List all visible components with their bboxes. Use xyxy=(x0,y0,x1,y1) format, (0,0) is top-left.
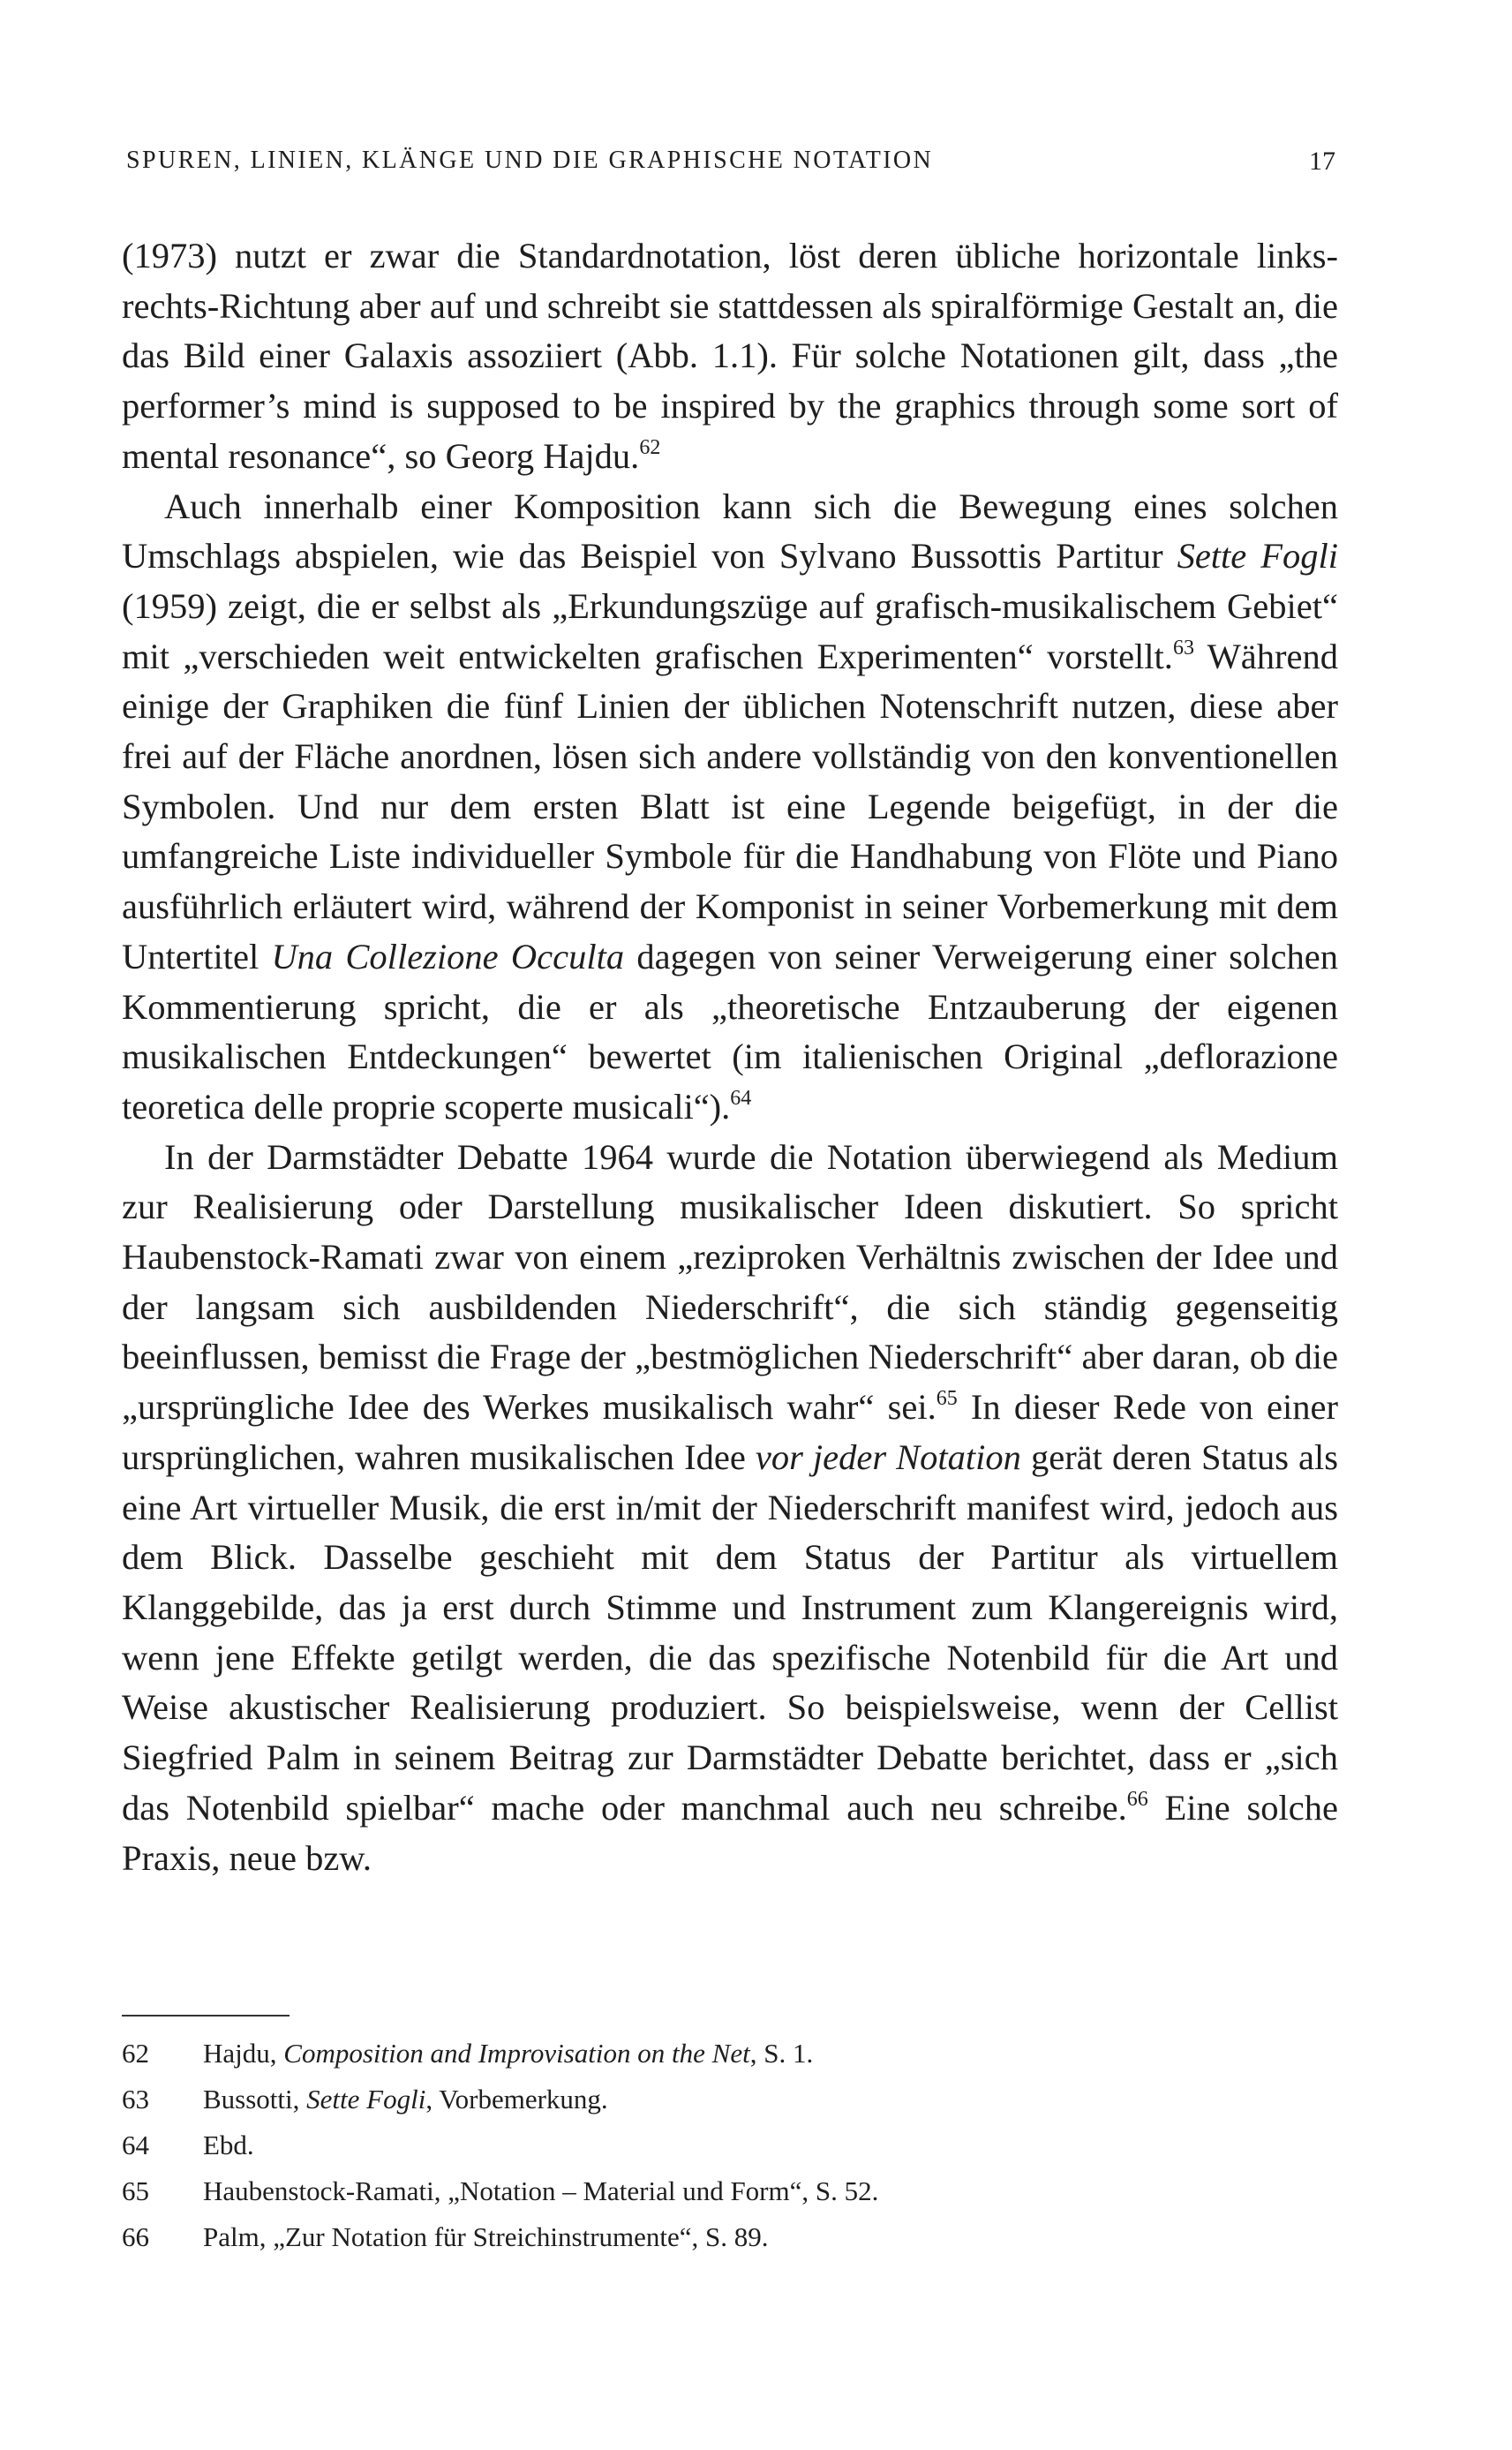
footnote-number: 63 xyxy=(122,2084,149,2115)
footnote-text-pre: Bussotti, xyxy=(203,2084,307,2115)
footnote-text-italic: Sette Fogli xyxy=(306,2084,426,2115)
footnote-number: 62 xyxy=(122,2038,149,2069)
emphasis-vor-jeder-notation: vor jeder Notation xyxy=(755,1436,1021,1477)
footnote-text xyxy=(203,2077,608,2122)
footnote-text xyxy=(203,2122,254,2168)
paragraph-2-text-b: (1959) zeigt, die er selbst als „Erkundungszüge auf grafisch-musikalischem Gebiet“ mit „verschieden weit entwickelten grafischen Experimenten“ vorstellt. xyxy=(122,585,1338,676)
footnote-number: 66 xyxy=(122,2221,149,2252)
paragraph-2-text-d: dagegen von seiner Verweigerung einer solchen Kommentierung spricht, die er als „theoretische Entzauberung der eigenen musikalischen Entdeckungen“ bewertet (im italienischen Original „deflorazione teoretica delle proprie scoperte musicali“). xyxy=(122,936,1338,1127)
work-title-una-collezione: Una Collezione Occulta xyxy=(271,936,625,976)
footnote-ref-64: 64 xyxy=(730,1086,752,1110)
footnotes xyxy=(122,2031,1338,2260)
footnote-ref-62: 62 xyxy=(639,435,661,459)
footnote-ref-63: 63 xyxy=(1172,636,1194,660)
page-number: 17 xyxy=(1309,147,1335,176)
paragraph-3-text-a: In der Darmstädter Debatte 1964 wurde die Notation überwiegend als Medium zur Realisierung oder Darstellung musikalischer Ideen diskutiert. So spricht Haubenstock-Ramati zwar von einem „reziproken Verhältnis zwischen der Idee und der langsam sich ausbildenden Niederschrift“, die sich ständig gegenseitig beeinflussen, bemisst die Frage der „bestmöglichen Niederschrift“ aber daran, ob die „ursprüngliche Idee des Werkes musikalisch wahr“ sei. xyxy=(122,1136,1338,1428)
footnote-65 xyxy=(122,2168,1338,2214)
footnote-ref-66: 66 xyxy=(1126,1787,1148,1811)
footnote-text-pre: Palm, „Zur Notation für Streichinstrumente“, S. 89. xyxy=(203,2221,769,2252)
footnote-62 xyxy=(122,2031,1338,2077)
paragraph-1 xyxy=(122,231,1338,482)
paragraph-2-text-a: Auch innerhalb einer Komposition kann sich die Bewegung eines solchen Umschlags abspielen, wie das Beispiel von Sylvano Bussottis Partitur xyxy=(122,486,1338,577)
running-head xyxy=(126,147,1335,182)
footnote-text xyxy=(203,2031,813,2077)
paragraph-2-text-c: Während einige der Graphiken die fünf Linien der üblichen Notenschrift nutzen, diese aber frei auf der Fläche anordnen, lösen sich andere vollständig von den konventionellen Symbolen. Und nur dem ersten Blatt ist eine Legende beigefügt, in der die umfangreiche Liste individueller Symbole für die Handhabung von Flöte und Piano ausführlich erläutert wird, während der Komponist in seiner Vorbemerkung mit dem Untertitel xyxy=(122,636,1338,976)
footnote-text-pre: Haubenstock-Ramati, „Notation – Material und Form“, S. 52. xyxy=(203,2175,879,2206)
footnote-text xyxy=(203,2214,769,2260)
main-text xyxy=(122,231,1338,1883)
paragraph-2 xyxy=(122,482,1338,1133)
footnote-text xyxy=(203,2168,878,2214)
paragraph-3-text-b: In dieser Rede von einer ursprünglichen, wahren musikalischen Idee xyxy=(122,1387,1338,1477)
running-head-title: SPUREN, LINIEN, KLÄNGE UND DIE GRAPHISCHE NOTATION xyxy=(126,147,934,174)
footnote-separator xyxy=(122,2015,290,2017)
footnote-text-italic: Composition and Improvisation on the Net xyxy=(283,2038,750,2069)
work-title-sette-fogli: Sette Fogli xyxy=(1177,536,1339,577)
footnote-number: 64 xyxy=(122,2130,149,2160)
paragraph-1-text: (1973) nutzt er zwar die Standardnotation, löst deren übliche horizontale links-rechts-Richtung aber auf und schreibt sie stattdessen als spiralförmige Gestalt an, die das Bild einer Galaxis assoziiert (Abb. 1.1). Für solche Notationen gilt, dass „the performer’s mind is supposed to be inspired by the graphics through some sort of mental resonance“, so Georg Hajdu. xyxy=(122,236,1338,476)
footnote-number: 65 xyxy=(122,2175,149,2206)
paragraph-3 xyxy=(122,1133,1338,1884)
footnote-text-pre: Ebd. xyxy=(203,2130,254,2160)
footnote-text-pre: Hajdu, xyxy=(203,2038,284,2069)
footnote-63 xyxy=(122,2077,1338,2122)
footnote-64 xyxy=(122,2122,1338,2168)
paragraph-3-text-c: gerät deren Status als eine Art virtueller Musik, die erst in/mit der Niederschrift manifest wird, jedoch aus dem Blick. Dasselbe geschieht mit dem Status der Partitur als virtuellem Klanggebilde, das ja erst durch Stimme und Instrument zum Klangereignis wird, wenn jene Effekte getilgt werden, die das spezifische Notenbild für die Art und Weise akustischer Realisierung produziert. So beispielsweise, wenn der Cellist Siegfried Palm in seinem Beitrag zur Darmstädter Debatte berichtet, dass er „sich das Notenbild spielbar“ mache oder manchmal auch neu schreibe. xyxy=(122,1436,1338,1828)
footnote-66 xyxy=(122,2214,1338,2260)
footnote-text-post: , S. 1. xyxy=(749,2038,814,2069)
footnote-ref-65: 65 xyxy=(936,1387,958,1411)
footnote-text-post: , Vorbemerkung. xyxy=(425,2084,608,2115)
paragraph-3-text-d: Eine solche Praxis, neue bzw. xyxy=(122,1787,1339,1878)
